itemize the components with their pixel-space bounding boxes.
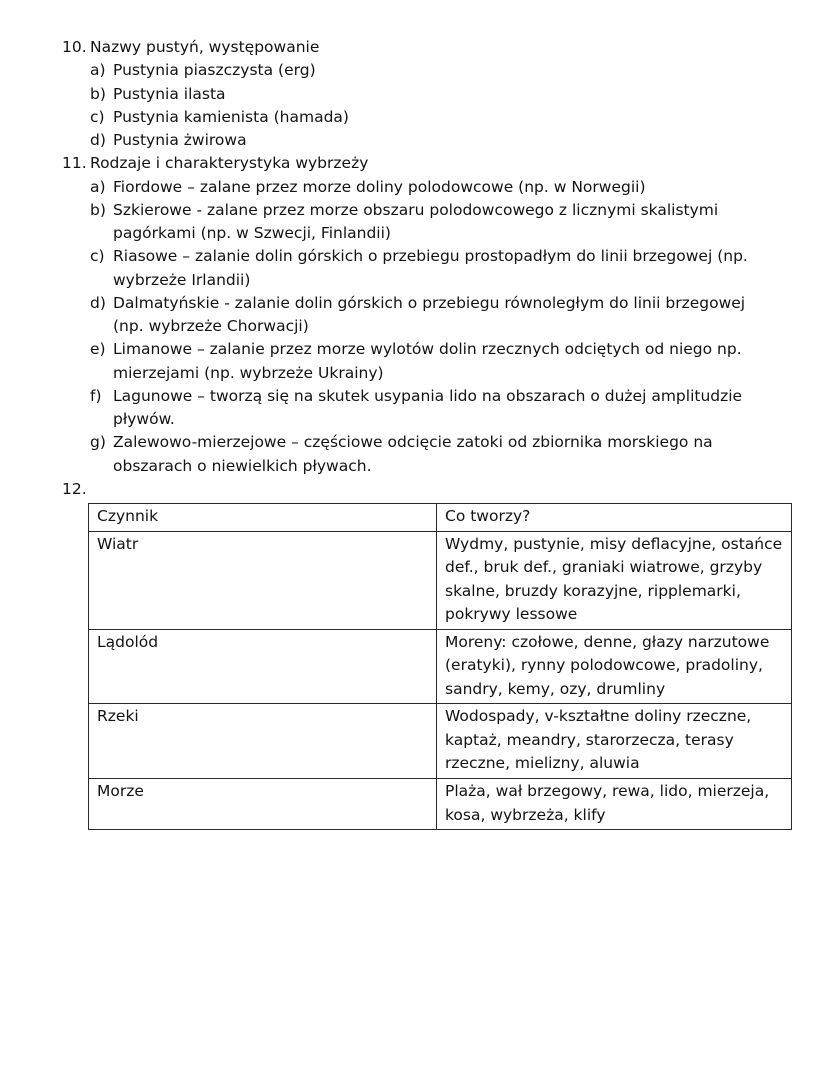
table-cell-factor: Wiatr	[89, 531, 437, 629]
list-item-text: Pustynia żwirowa	[113, 131, 247, 149]
section-heading	[62, 36, 794, 59]
list-item-text: Riasowe – zalanie dolin górskich o przebiegu prostopadłym do linii brzegowej (np. wybrzeże Irlandii)	[113, 247, 748, 289]
list-item-text: Fiordowe – zalane przez morze doliny polodowcowe (np. w Norwegii)	[113, 177, 646, 196]
list-item-text: Pustynia ilasta	[113, 84, 226, 103]
section-title: Nazwy pustyń, występowanie	[90, 38, 320, 56]
section-subitems	[62, 176, 794, 478]
list-item	[90, 59, 794, 82]
factors-table	[88, 503, 792, 830]
list-item-letter: b)	[90, 200, 106, 219]
section-heading	[62, 478, 794, 501]
list-item-text: Dalmatyńskie - zalanie dolin górskich o przebiegu równoległym do linii brzegowej (np. wybrzeże Chorwacji)	[113, 293, 746, 335]
table-cell-factor: Lądolód	[89, 629, 437, 704]
list-item-text: Zalewowo-mierzejowe – częściowe odcięcie zatoki od zbiornika morskiego na obszarach o niewielkich pływach.	[113, 433, 713, 475]
list-item	[90, 385, 794, 432]
table-cell-factor: Morze	[89, 779, 437, 830]
table-row	[89, 704, 792, 779]
table-cell-result: Wodospady, v-kształtne doliny rzeczne, kaptaż, meandry, starorzecza, terasy rzeczne, mielizny, aluwia	[437, 704, 792, 779]
list-item-letter: c)	[90, 107, 105, 126]
list-item	[90, 245, 794, 292]
table-row	[89, 629, 792, 704]
section-title: Rodzaje i charakterystyka wybrzeży	[90, 154, 369, 173]
table-header-czynnik: Czynnik	[89, 504, 437, 532]
list-item-letter: d)	[90, 131, 106, 149]
list-item-letter: c)	[90, 247, 105, 266]
list-item	[90, 83, 794, 106]
section-number: 10.	[62, 38, 87, 56]
list-item-text: Limanowe – zalanie przez morze wylotów dolin rzecznych odciętych od niego np. mierzejami (np. wybrzeże Ukrainy)	[113, 340, 742, 382]
list-item	[90, 129, 794, 152]
list-item-text: Lagunowe – tworzą się na skutek usypania lido na obszarach o dużej amplitudzie pływów.	[113, 386, 743, 428]
table-cell-result: Moreny: czołowe, denne, głazy narzutowe (eratyki), rynny polodowcowe, pradoliny, sandry, kemy, ozy, drumliny	[437, 629, 792, 704]
section-11	[62, 152, 794, 478]
list-item-text: Pustynia piaszczysta (erg)	[113, 61, 316, 80]
table-cell-result: Plaża, wał brzegowy, rewa, lido, mierzeja, kosa, wybrzeża, klify	[437, 779, 792, 830]
section-number: 11.	[62, 154, 87, 173]
table-cell-factor: Rzeki	[89, 704, 437, 779]
list-item-letter: d)	[90, 293, 106, 312]
list-item-text: Pustynia kamienista (hamada)	[113, 107, 349, 126]
section-subitems	[62, 59, 794, 152]
list-item	[90, 431, 794, 478]
list-item-text: Szkierowe - zalane przez morze obszaru polodowcowego z licznymi skalistymi pagórkami (np. w Szwecji, Finlandii)	[113, 200, 719, 242]
list-item	[90, 199, 794, 246]
list-item-letter: e)	[90, 340, 106, 359]
table-row	[89, 531, 792, 629]
list-item-letter: a)	[90, 61, 106, 80]
table-cell-result: Wydmy, pustynie, misy deflacyjne, ostańce def., bruk def., graniaki wiatrowe, grzyby skalne, bruzdy korazyjne, ripplemarki, pokrywy lessowe	[437, 531, 792, 629]
list-item	[90, 106, 794, 129]
list-item-letter: b)	[90, 84, 106, 103]
list-item	[90, 176, 794, 199]
section-heading	[62, 152, 794, 175]
section-12	[62, 478, 794, 830]
list-item-letter: g)	[90, 433, 106, 452]
list-item	[90, 338, 794, 385]
factors-table-wrap	[88, 503, 794, 830]
list-item-letter: f)	[90, 386, 102, 405]
table-header-co-tworzy: Co tworzy?	[437, 504, 792, 532]
list-item-letter: a)	[90, 177, 106, 196]
list-item	[90, 292, 794, 339]
table-header-row	[89, 504, 792, 532]
table-row	[89, 779, 792, 830]
section-10	[62, 36, 794, 152]
section-number: 12.	[62, 479, 87, 498]
